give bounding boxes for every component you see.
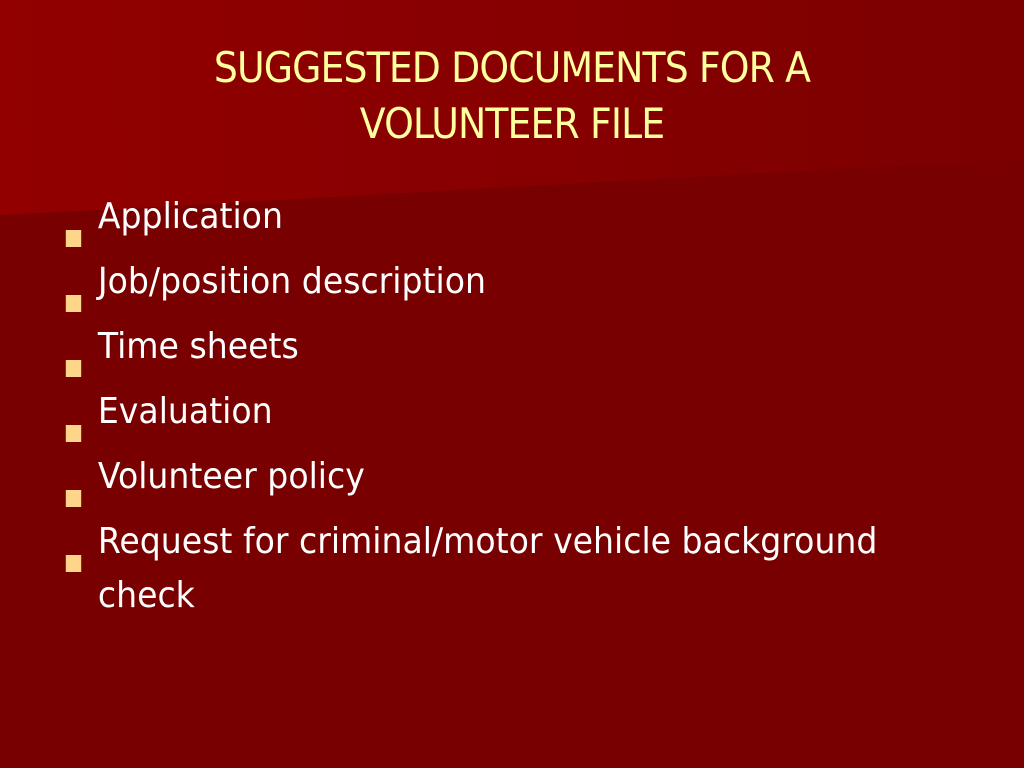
bullet-text: Volunteer policy <box>97 456 365 497</box>
bullet-item-volunteer-policy <box>62 450 890 504</box>
title-line-2: VOLUNTEER FILE <box>359 99 665 148</box>
bullet-text: Application <box>97 196 283 237</box>
square-bullet-icon <box>66 339 82 356</box>
square-bullet-icon <box>66 534 82 551</box>
square-bullet-icon <box>66 274 82 291</box>
bullet-item-background-check-request <box>62 515 890 623</box>
slide-title <box>51 40 973 152</box>
bullet-item-application <box>62 190 890 244</box>
bullet-item-job-position-description <box>62 255 890 309</box>
bullet-item-time-sheets <box>62 320 890 374</box>
bullet-text: Evaluation <box>97 391 273 432</box>
square-bullet-icon <box>66 404 82 421</box>
square-bullet-icon <box>66 469 82 486</box>
square-bullet-icon <box>66 209 82 226</box>
bullet-item-evaluation <box>62 385 890 439</box>
bullet-text: Request for criminal/motor vehicle background check <box>97 521 878 616</box>
bullet-list <box>62 190 962 623</box>
bullet-text: Job/position description <box>97 261 486 302</box>
bullet-text: Time sheets <box>97 326 299 367</box>
title-line-1: SUGGESTED DOCUMENTS FOR A <box>213 43 811 92</box>
